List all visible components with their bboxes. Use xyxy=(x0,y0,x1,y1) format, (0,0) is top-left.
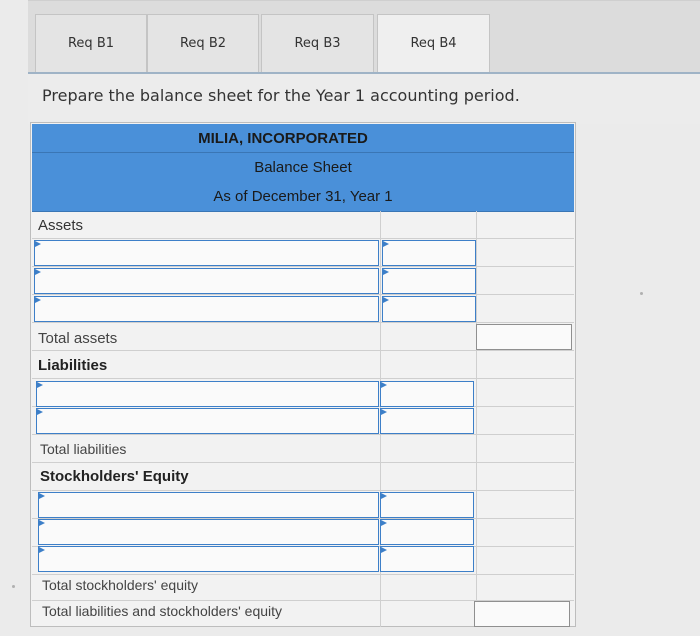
total-equity-row xyxy=(32,575,574,601)
liability-name-input[interactable] xyxy=(36,408,379,434)
equity-header-row xyxy=(32,463,574,491)
statement-title: Balance Sheet xyxy=(32,153,574,183)
assets-label: Assets xyxy=(38,217,84,234)
equity-amount-input[interactable] xyxy=(380,492,474,518)
total-equity-label: Total stockholders' equity xyxy=(42,577,198,593)
asset-name-input[interactable] xyxy=(34,268,379,294)
equity-name-input[interactable] xyxy=(38,519,379,545)
total-assets-input[interactable] xyxy=(476,324,572,350)
equity-name-input[interactable] xyxy=(38,492,379,518)
liabilities-label: Liabilities xyxy=(38,357,108,374)
speck xyxy=(640,292,643,295)
assets-header-row xyxy=(32,211,574,239)
company-name: MILIA, INCORPORATED xyxy=(32,124,574,153)
asset-amount-input[interactable] xyxy=(382,268,476,294)
instruction-text: Prepare the balance sheet for the Year 1 accounting period. xyxy=(42,86,520,105)
total-liabilities-row xyxy=(32,435,574,463)
total-liab-equity-label: Total liabilities and stockholders' equity xyxy=(42,603,283,619)
speck xyxy=(12,585,15,588)
equity-name-input[interactable] xyxy=(38,546,379,572)
liabilities-header-row xyxy=(32,351,574,379)
total-liab-equity-input[interactable] xyxy=(474,601,570,627)
asset-amount-input[interactable] xyxy=(382,240,476,266)
tab-req-b3[interactable]: Req B3 xyxy=(261,14,374,72)
asset-name-input[interactable] xyxy=(34,296,379,322)
equity-label: Stockholders' Equity xyxy=(40,468,189,485)
liability-name-input[interactable] xyxy=(36,381,379,407)
asset-amount-input[interactable] xyxy=(382,296,476,322)
tab-req-b4[interactable]: Req B4 xyxy=(377,14,490,72)
statement-date: As of December 31, Year 1 xyxy=(32,182,574,212)
asset-name-input[interactable] xyxy=(34,240,379,266)
equity-amount-input[interactable] xyxy=(380,519,474,545)
total-liabilities-label: Total liabilities xyxy=(40,441,127,457)
equity-amount-input[interactable] xyxy=(380,546,474,572)
tab-req-b1[interactable]: Req B1 xyxy=(35,14,147,72)
liability-amount-input[interactable] xyxy=(380,381,474,407)
tab-req-b2[interactable]: Req B2 xyxy=(147,14,259,72)
total-assets-label: Total assets xyxy=(38,330,118,347)
liability-amount-input[interactable] xyxy=(380,408,474,434)
